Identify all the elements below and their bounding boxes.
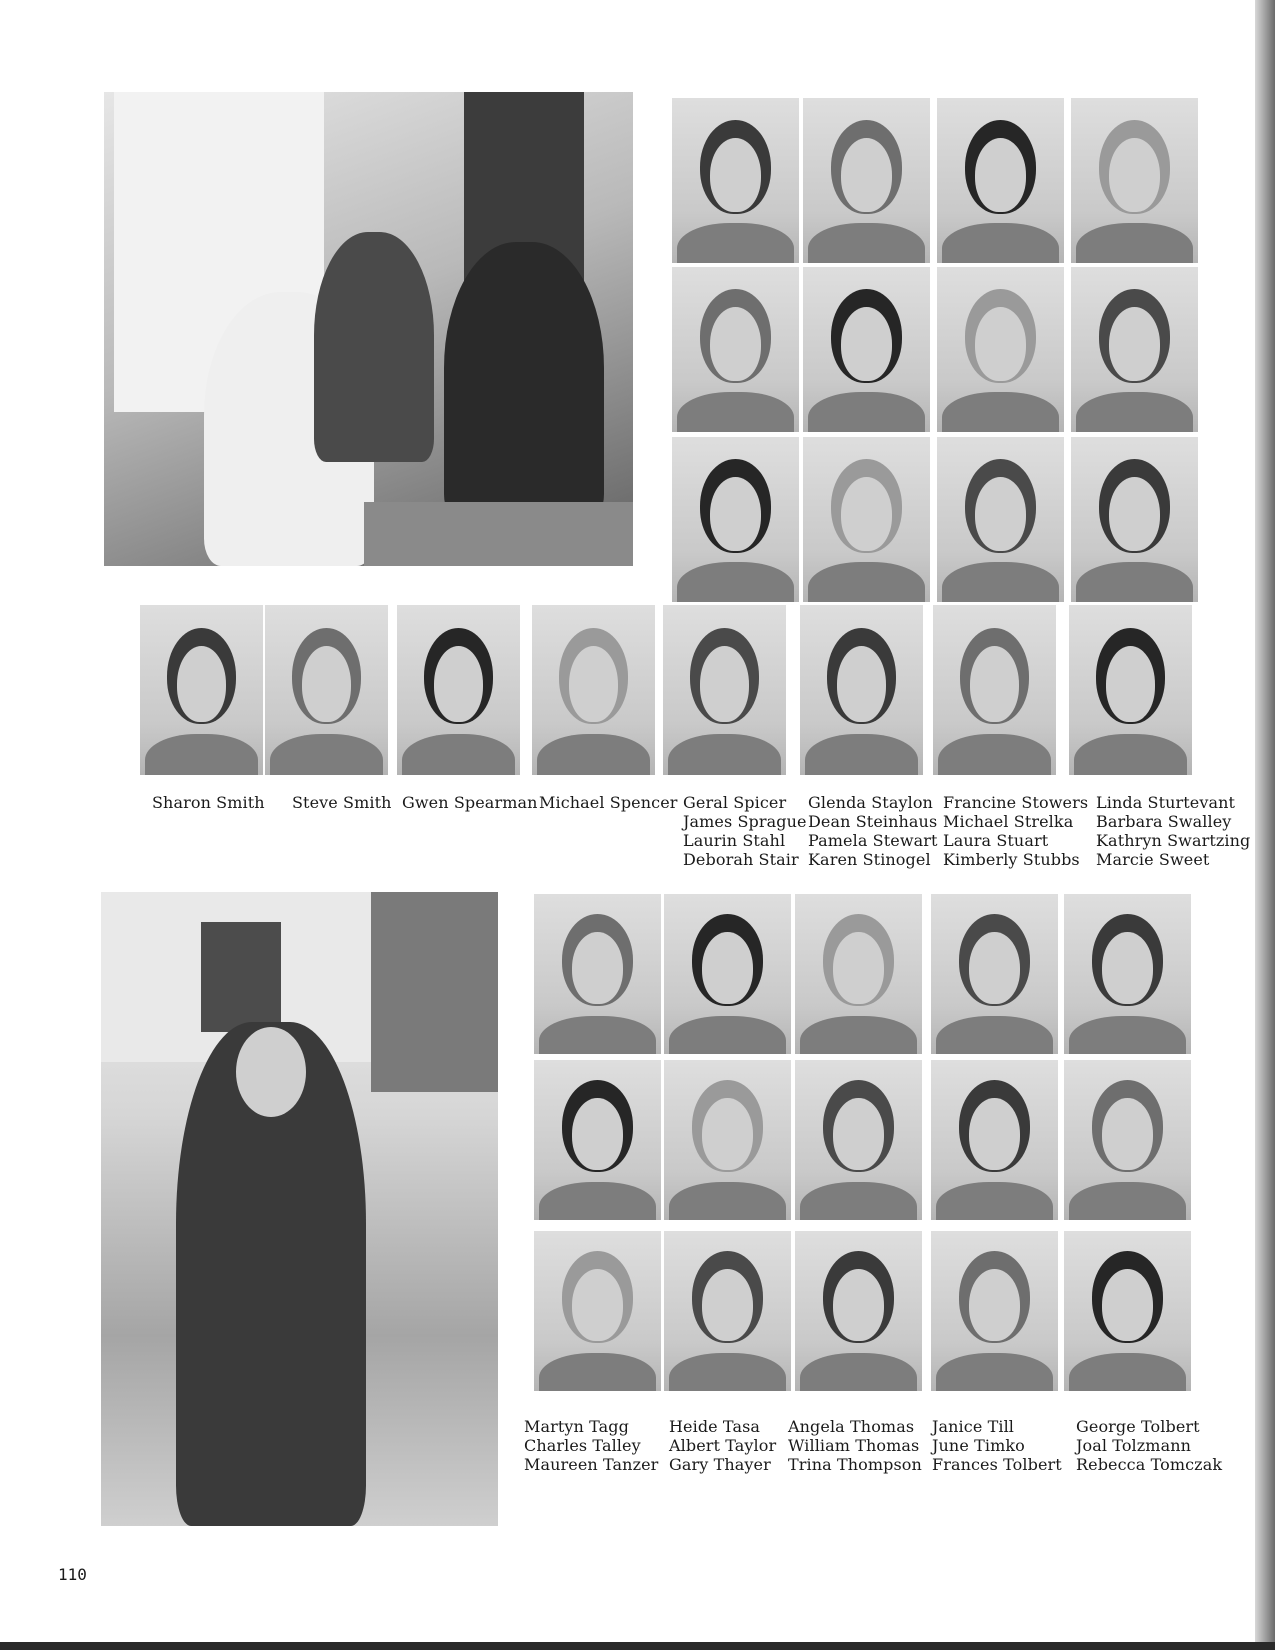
caption-column	[524, 1417, 658, 1474]
portrait-face	[833, 1098, 884, 1170]
portrait-photo	[937, 98, 1064, 263]
portrait-shoulders	[1076, 392, 1193, 432]
caption-column	[292, 793, 392, 812]
portrait-shoulders	[677, 392, 794, 432]
portrait-shoulders	[808, 392, 925, 432]
caption-name: Heide Tasa	[669, 1417, 761, 1436]
portrait-face	[572, 932, 623, 1004]
portrait-shoulders	[677, 562, 794, 602]
portrait-face	[975, 138, 1026, 212]
portrait-face	[1106, 646, 1155, 723]
caption-name: Michael Spencer	[539, 793, 678, 812]
portrait-photo	[1071, 98, 1198, 263]
portrait-face	[841, 477, 892, 551]
portrait-face	[1102, 932, 1153, 1004]
caption-column	[1076, 1417, 1222, 1474]
portrait-shoulders	[1069, 1182, 1186, 1220]
portrait-shoulders	[1074, 734, 1187, 775]
portrait-photo	[265, 605, 388, 775]
portrait-photo	[672, 98, 799, 263]
portrait-shoulders	[942, 562, 1059, 602]
portrait-shoulders	[1069, 1016, 1186, 1054]
portrait-shoulders	[668, 734, 781, 775]
page-number: 110	[58, 1565, 87, 1584]
caption-name: Geral Spicer	[683, 793, 787, 812]
caption-name: Martyn Tagg	[524, 1417, 629, 1436]
portrait-face	[970, 646, 1019, 723]
portrait-shoulders	[936, 1182, 1053, 1220]
caption-name: Barbara Swalley	[1096, 812, 1232, 831]
portrait-shoulders	[270, 734, 383, 775]
caption-name: Linda Sturtevant	[1096, 793, 1236, 812]
portrait-shoulders	[800, 1016, 917, 1054]
portrait-photo	[534, 1231, 661, 1391]
portrait-face	[569, 646, 618, 723]
portrait-face	[833, 932, 884, 1004]
portrait-shoulders	[942, 392, 1059, 432]
portrait-photo	[664, 1060, 791, 1220]
caption-name: Albert Taylor	[669, 1436, 777, 1455]
caption-column	[683, 793, 807, 869]
portrait-photo	[672, 437, 799, 602]
portrait-photo	[397, 605, 520, 775]
photo-student-face	[236, 1027, 306, 1117]
portrait-face	[1102, 1269, 1153, 1341]
portrait-photo	[803, 267, 930, 432]
caption-name: William Thomas	[788, 1436, 920, 1455]
portrait-photo	[937, 437, 1064, 602]
portrait-face	[969, 1269, 1020, 1341]
portrait-shoulders	[936, 1353, 1053, 1391]
caption-name: Frances Tolbert	[932, 1455, 1062, 1474]
portrait-photo	[800, 605, 923, 775]
caption-name: Marcie Sweet	[1096, 850, 1210, 869]
portrait-face	[1102, 1098, 1153, 1170]
portrait-face	[975, 477, 1026, 551]
caption-column	[1096, 793, 1250, 869]
portrait-face	[177, 646, 226, 723]
caption-name: Gary Thayer	[669, 1455, 771, 1474]
portrait-photo	[1064, 1231, 1191, 1391]
portrait-shoulders	[669, 1182, 786, 1220]
caption-name: Trina Thompson	[788, 1455, 922, 1474]
portrait-photo	[534, 1060, 661, 1220]
classroom-candid-photo	[104, 92, 633, 566]
caption-name: Angela Thomas	[788, 1417, 915, 1436]
caption-name: Sharon Smith	[152, 793, 265, 812]
portrait-shoulders	[669, 1016, 786, 1054]
caption-column	[788, 1417, 922, 1474]
caption-name: George Tolbert	[1076, 1417, 1200, 1436]
portrait-shoulders	[942, 223, 1059, 263]
caption-name: Karen Stinogel	[808, 850, 931, 869]
portrait-face	[700, 646, 749, 723]
caption-column	[539, 793, 678, 812]
caption-name: Gwen Spearman	[402, 793, 538, 812]
caption-name: Francine Stowers	[943, 793, 1089, 812]
caption-name: June Timko	[932, 1436, 1025, 1455]
portrait-face	[302, 646, 351, 723]
caption-column	[808, 793, 938, 869]
portrait-photo	[931, 1060, 1058, 1220]
portrait-shoulders	[402, 734, 515, 775]
caption-name: Kimberly Stubbs	[943, 850, 1080, 869]
portrait-photo	[140, 605, 263, 775]
portrait-photo	[663, 605, 786, 775]
portrait-face	[702, 1269, 753, 1341]
portrait-photo	[1069, 605, 1192, 775]
portrait-face	[975, 307, 1026, 381]
portrait-photo	[1064, 1060, 1191, 1220]
portrait-shoulders	[938, 734, 1051, 775]
photo-desk	[364, 502, 633, 566]
portrait-face	[833, 1269, 884, 1341]
portrait-photo	[931, 894, 1058, 1054]
portrait-photo	[937, 267, 1064, 432]
caption-column	[669, 1417, 776, 1474]
caption-column	[152, 793, 265, 812]
portrait-shoulders	[805, 734, 918, 775]
portrait-face	[837, 646, 886, 723]
portrait-face	[710, 138, 761, 212]
portrait-photo	[795, 894, 922, 1054]
portrait-shoulders	[808, 223, 925, 263]
portrait-shoulders	[539, 1182, 656, 1220]
portrait-shoulders	[669, 1353, 786, 1391]
portrait-face	[572, 1269, 623, 1341]
portrait-photo	[1071, 437, 1198, 602]
portrait-photo	[672, 267, 799, 432]
portrait-photo	[664, 1231, 791, 1391]
portrait-shoulders	[800, 1182, 917, 1220]
portrait-shoulders	[936, 1016, 1053, 1054]
portrait-face	[969, 1098, 1020, 1170]
portrait-shoulders	[539, 1016, 656, 1054]
caption-name: James Sprague	[683, 812, 807, 831]
portrait-shoulders	[537, 734, 650, 775]
caption-name: Kathryn Swartzing	[1096, 831, 1251, 850]
portrait-photo	[931, 1231, 1058, 1391]
caption-name: Maureen Tanzer	[524, 1455, 659, 1474]
portrait-face	[434, 646, 483, 723]
portrait-shoulders	[1069, 1353, 1186, 1391]
portrait-face	[1109, 138, 1160, 212]
portrait-photo	[933, 605, 1056, 775]
caption-name: Pamela Stewart	[808, 831, 938, 850]
portrait-shoulders	[1076, 562, 1193, 602]
portrait-photo	[534, 894, 661, 1054]
portrait-photo	[1064, 894, 1191, 1054]
portrait-face	[841, 138, 892, 212]
caption-name: Steve Smith	[292, 793, 392, 812]
portrait-face	[710, 477, 761, 551]
portrait-shoulders	[1076, 223, 1193, 263]
portrait-shoulders	[145, 734, 258, 775]
caption-name: Janice Till	[932, 1417, 1015, 1436]
photo-doorway	[371, 892, 498, 1092]
portrait-photo	[532, 605, 655, 775]
portrait-face	[841, 307, 892, 381]
caption-name: Charles Talley	[524, 1436, 641, 1455]
caption-name: Laurin Stahl	[683, 831, 786, 850]
portrait-photo	[1071, 267, 1198, 432]
portrait-face	[1109, 477, 1160, 551]
portrait-photo	[795, 1060, 922, 1220]
photo-student	[314, 232, 434, 462]
photo-window	[201, 922, 281, 1032]
caption-name: Dean Steinhaus	[808, 812, 938, 831]
portrait-face	[710, 307, 761, 381]
page-edge-shadow	[1255, 0, 1275, 1650]
caption-name: Joal Tolzmann	[1076, 1436, 1192, 1455]
caption-name: Laura Stuart	[943, 831, 1049, 850]
portrait-photo	[664, 894, 791, 1054]
portrait-photo	[803, 437, 930, 602]
caption-column	[943, 793, 1088, 869]
caption-column	[402, 793, 538, 812]
portrait-photo	[795, 1231, 922, 1391]
portrait-shoulders	[677, 223, 794, 263]
page-edge-bottom	[0, 1642, 1275, 1650]
caption-name: Rebecca Tomczak	[1076, 1455, 1223, 1474]
portrait-face	[702, 1098, 753, 1170]
portrait-face	[1109, 307, 1160, 381]
courtyard-candid-photo	[101, 892, 498, 1526]
caption-column	[932, 1417, 1062, 1474]
caption-name: Deborah Stair	[683, 850, 799, 869]
portrait-face	[969, 932, 1020, 1004]
portrait-shoulders	[539, 1353, 656, 1391]
photo-student	[444, 242, 604, 522]
portrait-face	[702, 932, 753, 1004]
caption-name: Glenda Staylon	[808, 793, 933, 812]
portrait-photo	[803, 98, 930, 263]
portrait-face	[572, 1098, 623, 1170]
portrait-shoulders	[808, 562, 925, 602]
caption-name: Michael Strelka	[943, 812, 1074, 831]
portrait-shoulders	[800, 1353, 917, 1391]
